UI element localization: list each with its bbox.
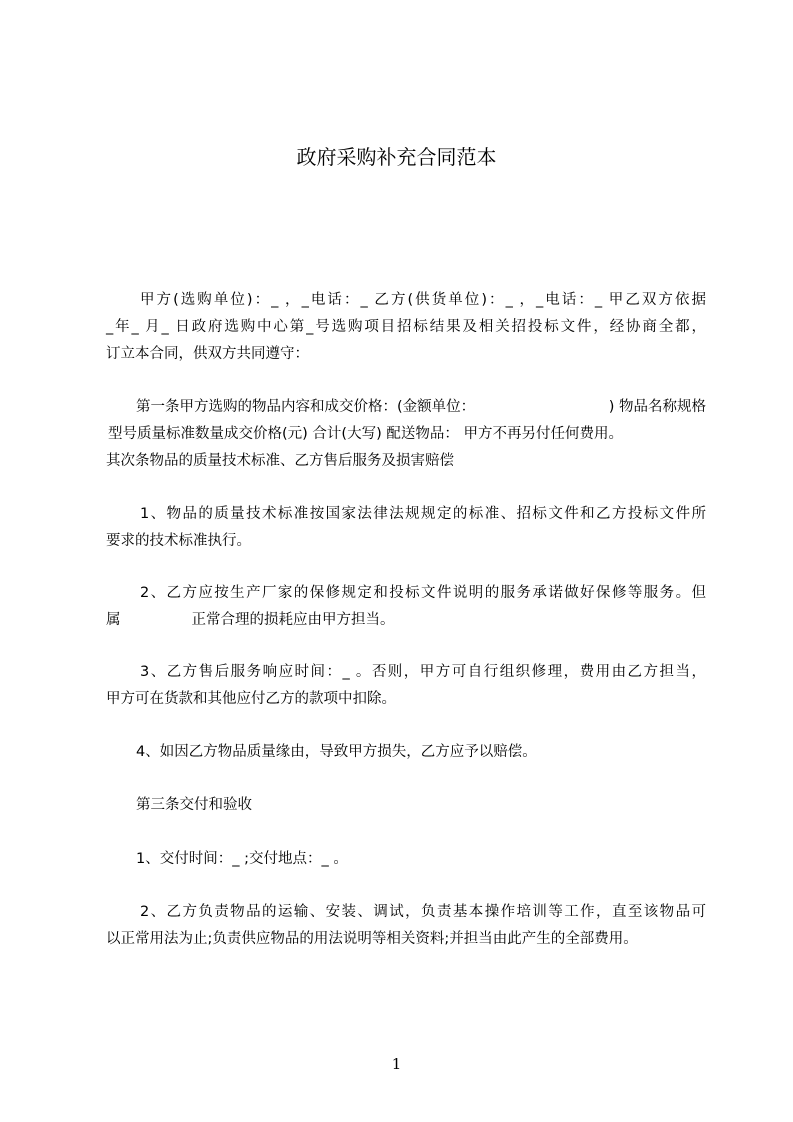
delivery-paragraph xyxy=(106,846,706,873)
item-3-paragraph xyxy=(106,659,706,713)
install-line-1: 2、乙方负责物品的运输、安装、调试，负责基本操作培训等工作，直至该物品可 xyxy=(140,904,706,920)
item-1-paragraph xyxy=(106,501,706,555)
intro-line-1: 甲方(选购单位)：_ ，_电话：_ 乙方(供货单位)：_ ，_电话：_ 甲乙双方依据 xyxy=(140,292,706,308)
page-number: 1 xyxy=(391,1055,402,1073)
item-2-text-a: 属 xyxy=(106,612,121,628)
item-3-line-2: 甲方可在货款和其他应付乙方的款项中扣除。 xyxy=(106,691,396,707)
article-3-heading xyxy=(106,792,706,819)
article-2-heading: 其次条物品的质量技术标准、乙方售后服务及损害赔偿 xyxy=(106,453,454,469)
intro-line-2: _年_ 月_ 日政府选购中心第_号选购项目招标结果及相关招投标文件，经协商全都， xyxy=(106,319,706,335)
intro-line-3: 订立本合同，供双方共同遵守： xyxy=(106,346,309,362)
article-1-paragraph xyxy=(106,394,706,475)
item-2-line-2 xyxy=(106,607,706,634)
install-line-2: 以正常用法为止;负责供应物品的用法说明等相关资料;并担当由此产生的全部费用。 xyxy=(106,931,638,947)
install-paragraph xyxy=(106,899,706,953)
article-1-line-1 xyxy=(106,394,706,421)
item-2-paragraph xyxy=(106,580,706,634)
item-4-paragraph xyxy=(106,739,706,766)
item-1-line-2: 要求的技术标准执行。 xyxy=(106,533,251,549)
article-3-title: 第三条交付和验收 xyxy=(136,797,252,813)
article-1-text-b: ) 物品名称规格 xyxy=(608,399,706,415)
item-4-line: 4、如因乙方物品质量缘由，导致甲方损失，乙方应予以赔偿。 xyxy=(136,744,537,760)
item-2-line-1: 2、乙方应按生产厂家的保修规定和投标文件说明的服务承诺做好保修等服务。但 xyxy=(140,585,706,601)
article-1-line-2: 型号质量标准数量成交价格(元) 合计(大写) 配送物品： 甲方不再另付任何费用。 xyxy=(108,426,623,442)
intro-paragraph xyxy=(106,287,706,368)
delivery-line: 1、交付时间：_ ;交付地点：_ 。 xyxy=(136,851,348,867)
article-1-text-a: 第一条甲方选购的物品内容和成交价格：(金额单位： xyxy=(136,399,476,415)
item-3-line-1: 3、乙方售后服务响应时间：_ 。否则，甲方可自行组织修理，费用由乙方担当， xyxy=(140,664,706,680)
item-1-line-1: 1、物品的质量技术标准按国家法律法规规定的标准、招标文件和乙方投标文件所 xyxy=(140,506,706,522)
item-2-text-b: 正常合理的损耗应由甲方担当。 xyxy=(191,612,395,628)
document-title: 政府采购补充合同范本 xyxy=(296,145,497,169)
